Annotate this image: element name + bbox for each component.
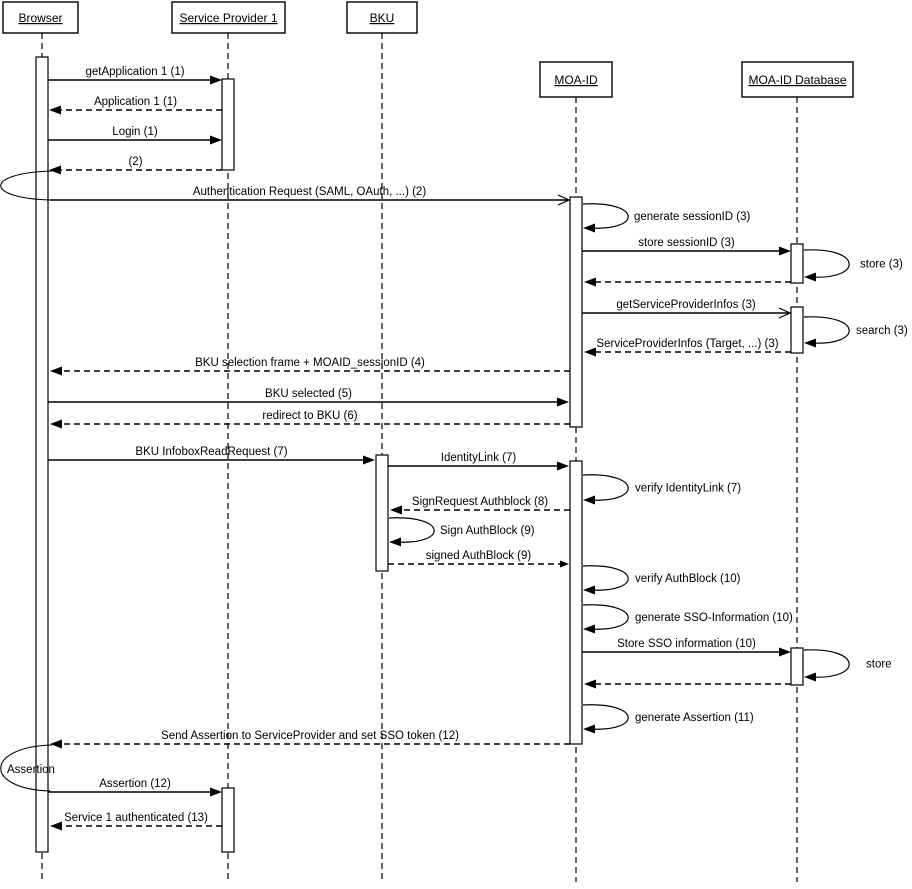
self-message-label: verify AuthBlock (10) bbox=[635, 573, 741, 585]
self-loop-3-arrowhead bbox=[583, 496, 595, 505]
message-8-arrowhead bbox=[584, 348, 596, 357]
self-loop-2 bbox=[804, 317, 849, 343]
actor-title-sp1: Service Provider 1 bbox=[179, 11, 278, 25]
message-label: BKU selected (5) bbox=[265, 388, 352, 400]
message-5-arrowhead bbox=[779, 247, 791, 256]
message-14-arrowhead bbox=[390, 506, 402, 515]
message-label: getServiceProviderInfos (3) bbox=[616, 299, 756, 311]
self-message-label: generate sessionID (3) bbox=[634, 211, 751, 223]
message-label: IdentityLink (7) bbox=[440, 452, 517, 464]
self-loop-7-arrowhead bbox=[804, 673, 816, 682]
self-message-label: Sign AuthBlock (9) bbox=[440, 525, 535, 537]
activation-sp1-2 bbox=[222, 788, 234, 852]
message-label: BKU InfoboxReadRequest (7) bbox=[135, 446, 288, 458]
self-loop-3 bbox=[583, 475, 628, 500]
self-loop-1-arrowhead bbox=[804, 273, 816, 282]
message-15-arrowhead bbox=[560, 561, 569, 568]
message-label: store sessionID (3) bbox=[638, 237, 735, 249]
self-message-label: store (3) bbox=[860, 258, 903, 271]
activation-moaiddb-7 bbox=[791, 307, 803, 353]
message-label: SignRequest Authblock (8) bbox=[411, 496, 549, 508]
message-9-arrowhead bbox=[50, 367, 62, 376]
self-loop-4 bbox=[389, 518, 434, 542]
activation-moaiddb-6 bbox=[791, 244, 803, 283]
actor-title-bku: BKU bbox=[369, 11, 395, 25]
message-label: Send Assertion to ServiceProvider and set SSO token (12) bbox=[161, 730, 459, 742]
activation-browser-0 bbox=[36, 57, 48, 852]
self-loop-1 bbox=[804, 250, 849, 277]
self-loop-5 bbox=[583, 566, 628, 590]
message-19-arrowhead bbox=[210, 788, 222, 797]
message-17-arrowhead bbox=[584, 680, 596, 689]
message-label: Service 1 authenticated (13) bbox=[64, 812, 208, 824]
self-loop-6-arrowhead bbox=[583, 625, 595, 634]
message-label: getApplication 1 (1) bbox=[85, 66, 185, 78]
self-loop-4-arrowhead bbox=[389, 538, 401, 547]
self-loop-8-arrowhead bbox=[583, 725, 595, 734]
message-label: Assertion (12) bbox=[99, 778, 171, 790]
self-loop-5-arrowhead bbox=[583, 586, 595, 595]
actor-title-moaiddb: MOA-ID Database bbox=[748, 73, 847, 87]
message-0-arrowhead bbox=[210, 76, 222, 85]
message-12-arrowhead bbox=[363, 456, 375, 465]
redirect-arc-label: Assertion bbox=[7, 764, 55, 776]
activation-sp1-1 bbox=[222, 79, 234, 170]
activation-moaiddb-8 bbox=[791, 648, 803, 685]
message-20-arrowhead bbox=[50, 822, 62, 831]
message-6-arrowhead bbox=[584, 278, 596, 287]
actor-title-browser: Browser bbox=[18, 11, 63, 25]
message-label: signed AuthBlock (9) bbox=[425, 550, 532, 562]
activation-bku-5 bbox=[376, 455, 388, 571]
message-label: Application 1 (1) bbox=[93, 96, 178, 108]
message-16-arrowhead bbox=[779, 648, 791, 657]
actor-title-moaid: MOA-ID bbox=[554, 73, 598, 87]
message-label: Login (1) bbox=[112, 126, 158, 138]
message-label: ServiceProviderInfos (Target, ...) (3) bbox=[596, 338, 779, 350]
self-message-label: store bbox=[866, 658, 892, 671]
message-label: Authentication Request (SAML, OAuth, ...) (2) bbox=[192, 186, 427, 198]
message-label: (2) bbox=[128, 156, 143, 168]
self-loop-0 bbox=[583, 204, 628, 228]
self-message-label: generate SSO-Information (10) bbox=[635, 612, 793, 624]
activation-moaid-4 bbox=[570, 461, 582, 744]
self-loop-7 bbox=[804, 650, 849, 677]
message-1-arrowhead bbox=[49, 106, 61, 115]
activation-moaid-3 bbox=[570, 197, 582, 427]
message-18-arrowhead bbox=[50, 740, 62, 749]
self-loop-8 bbox=[583, 705, 628, 729]
message-13-arrowhead bbox=[557, 462, 569, 471]
message-3-arrowhead bbox=[49, 166, 61, 175]
self-message-label: verify IdentityLink (7) bbox=[635, 482, 742, 495]
self-loop-0-arrowhead bbox=[583, 224, 595, 233]
message-11-arrowhead bbox=[50, 420, 62, 429]
self-message-label: search (3) bbox=[856, 325, 908, 337]
self-message-label: generate Assertion (11) bbox=[635, 712, 754, 724]
message-label: BKU selection frame + MOAID_sessionID (4) bbox=[195, 357, 425, 369]
message-label: Store SSO information (10) bbox=[617, 638, 756, 650]
message-2-arrowhead bbox=[210, 136, 222, 145]
self-loop-6 bbox=[583, 605, 628, 629]
message-10-arrowhead bbox=[557, 398, 569, 407]
message-label: redirect to BKU (6) bbox=[262, 410, 358, 422]
self-loop-2-arrowhead bbox=[804, 339, 816, 348]
